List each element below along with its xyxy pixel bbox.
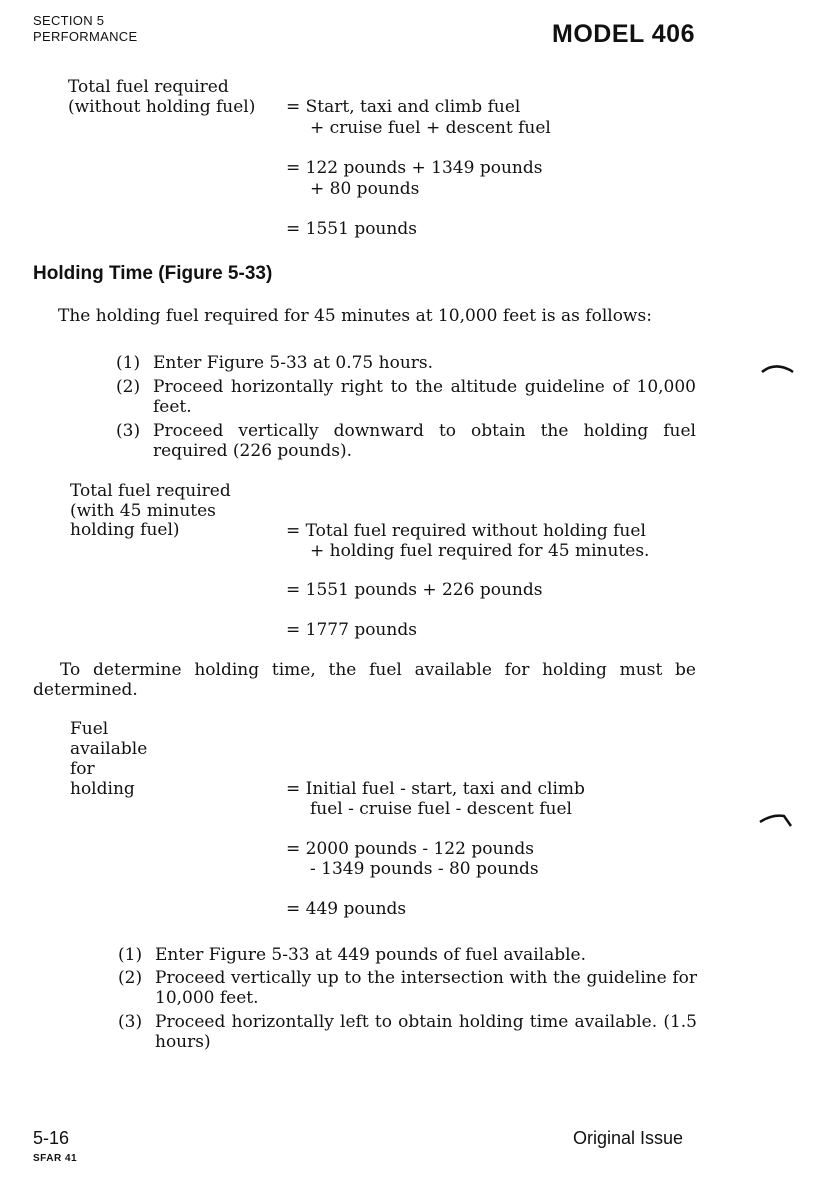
block3-eq2-line1: = 2000 pounds - 122 pounds [286, 839, 534, 859]
step-number: (2) [116, 377, 141, 397]
block1-eq3: = 1551 pounds [286, 219, 417, 239]
step-text: Proceed horizontally right to the altitude guideline of 10,000 feet. [153, 377, 696, 417]
block1-label-line2: (without holding fuel) [68, 97, 256, 117]
determine-paragraph: To determine holding time, the fuel available for holding must be determined. [33, 660, 696, 700]
step-text: Enter Figure 5-33 at 0.75 hours. [153, 353, 434, 373]
block3-label-line4: holding [70, 779, 135, 799]
block1-eq2-line1: = 122 pounds + 1349 pounds [286, 158, 543, 178]
step-number: (3) [118, 1012, 143, 1032]
block3-eq3: = 449 pounds [286, 899, 407, 919]
block2-label-line3: holding fuel) [70, 520, 180, 540]
step-a-1 [116, 353, 696, 373]
holding-heading: Holding Time (Figure 5-33) [33, 263, 273, 284]
section-label: SECTION 5 [33, 13, 105, 28]
step-number: (2) [118, 968, 143, 988]
block2-eq2: = 1551 pounds + 226 pounds [286, 580, 543, 600]
block3-label-line3: for [70, 759, 95, 779]
block2-label-line1: Total fuel required [70, 481, 231, 501]
step-text: Proceed horizontally left to obtain holding time available. (1.5 hours) [155, 1012, 697, 1052]
revision-mark-icon [758, 810, 794, 830]
step-a-2 [116, 377, 696, 417]
block1-eq1-line1: = Start, taxi and climb fuel [286, 97, 521, 117]
issue-label: Original Issue [573, 1128, 684, 1148]
step-number: (3) [116, 421, 141, 441]
block3-label-line1: Fuel [70, 719, 109, 739]
model-title: MODEL 406 [552, 20, 695, 48]
page-number: 5-16 [33, 1128, 70, 1148]
block2-eq3: = 1777 pounds [286, 620, 417, 640]
block1-eq2-line2: + 80 pounds [310, 179, 420, 199]
holding-intro: The holding fuel required for 45 minutes at 10,000 feet is as follows: [58, 306, 652, 326]
block2-eq1-line1: = Total fuel required without holding fuel [286, 521, 646, 541]
block1-label-line1: Total fuel required [68, 77, 229, 97]
block3-eq1-line2: fuel - cruise fuel - descent fuel [310, 799, 572, 819]
chapter-label: PERFORMANCE [33, 29, 138, 44]
block3-label-line2: available [70, 739, 148, 759]
step-b-3 [118, 1012, 697, 1052]
step-a-3 [116, 421, 696, 461]
step-text: Enter Figure 5-33 at 449 pounds of fuel available. [155, 945, 587, 965]
step-text: Proceed vertically up to the intersection with the guideline for 10,000 feet. [155, 968, 697, 1008]
step-b-1 [118, 945, 697, 965]
step-b-2 [118, 968, 697, 1008]
revision-mark-icon [760, 360, 796, 376]
block2-label-line2: (with 45 minutes [70, 501, 216, 521]
step-text: Proceed vertically downward to obtain the holding fuel required (226 pounds). [153, 421, 696, 461]
step-number: (1) [118, 945, 143, 965]
step-number: (1) [116, 353, 141, 373]
block2-eq1-line2: + holding fuel required for 45 minutes. [310, 541, 650, 561]
block3-eq1-line1: = Initial fuel - start, taxi and climb [286, 779, 585, 799]
document-code: SFAR 41 [33, 1153, 78, 1164]
block1-eq1-line2: + cruise fuel + descent fuel [310, 118, 551, 138]
block3-eq2-line2: - 1349 pounds - 80 pounds [310, 859, 539, 879]
